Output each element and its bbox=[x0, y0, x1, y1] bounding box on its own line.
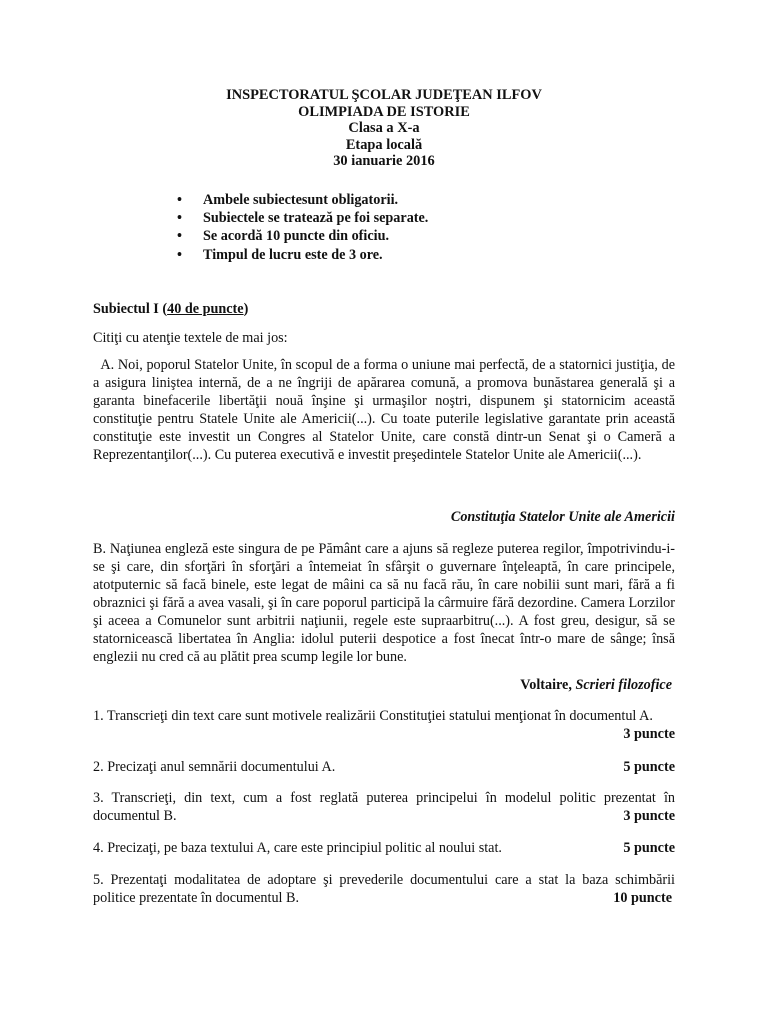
subject-instruction: Citiţi cu atenţie textele de mai jos: bbox=[93, 330, 288, 346]
question-text: 3. Transcrieţi, din text, cum a fost reglată puterea principelui în modelul politic prezentat în documentul B. bbox=[93, 790, 675, 824]
subject-points: 40 de puncte bbox=[167, 301, 244, 317]
question-5 bbox=[93, 871, 675, 907]
subject-title bbox=[93, 300, 675, 318]
rules-list bbox=[177, 191, 597, 264]
document-header bbox=[0, 87, 768, 170]
question-points: 10 puncte bbox=[613, 890, 672, 906]
rule-item: • Se acordă 10 puncte din oficiu. bbox=[177, 227, 597, 245]
question-1 bbox=[93, 707, 675, 743]
rule-item: • Timpul de lucru este de 3 ore. bbox=[177, 246, 597, 264]
question-3 bbox=[93, 789, 675, 825]
question-points: 3 puncte bbox=[623, 808, 675, 824]
subject-title-suffix: ) bbox=[243, 301, 249, 317]
header-date: 30 ianuarie 2016 bbox=[333, 153, 435, 169]
question-text: 2. Precizaţi anul semnării documentului A. bbox=[93, 759, 336, 775]
text-a bbox=[93, 356, 679, 464]
subject-title-prefix: Subiectul I ( bbox=[93, 301, 168, 317]
text-b-work: Scrieri filozofice bbox=[575, 677, 672, 693]
rule-item: • Ambele subiectesunt obligatorii. bbox=[177, 191, 597, 209]
question-points: 5 puncte bbox=[623, 840, 675, 856]
text-a-body: A. Noi, poporul Statelor Unite, în scopul de a forma o uniune mai perfectă, de a statornici justiţia, de a asigura liniştea internă, de a ne îngriji de apărarea comună, a promova bunăstarea generală şi a garanta binefacerile libertăţii nouă înşine şi urmaşilor noştri, dispunem şi statornicim această constituţie pentru Statele Unite ale Americii(...). Cu toate puterile legislative garantate prin această constituţie este investit un Congres al Statelor Unite, care constă dintr-un Senat şi o Cameră a Reprezentanţilor(...). Cu puterea executivă e investit preşedintele Statelor Unite ale Americii(...). bbox=[93, 357, 679, 463]
text-b-attribution bbox=[93, 676, 675, 694]
question-text: 4. Precizaţi, pe baza textului A, care este principiul politic al noului stat. bbox=[93, 840, 502, 856]
header-olympiad: OLIMPIADA DE ISTORIE bbox=[298, 103, 470, 120]
text-b-body: B. Naţiunea engleză este singura de pe Pământ care a ajuns să regleze puterea regilor, împotrivindu-i-se şi care, din sforţări în sforţări a întemeiat în sfârşit o guvernare înţeleaptă, în care principele, atotputernic să facă binele, este legat de mâini ca să nu facă rău, în care nobilii sunt mari, fără a fi obraznici şi fără a avea vasali, şi în care poporul participă la cârmuire fără dezordine. Camera Lorzilor şi aceea a Comunelor sunt arbitrii naţiunii, regele este supraarbitru(...). A fost greu, desigur, să se statornicească libertatea în Anglia: idolul puterii despotice a fost înecat într-o mare de sânge; însă englezii nu cred că au plătit prea scump legile lor bune. bbox=[93, 541, 675, 665]
text-b-source bbox=[520, 676, 672, 694]
header-stage: Etapa locală bbox=[345, 136, 423, 153]
question-2 bbox=[93, 758, 675, 776]
question-points: 5 puncte bbox=[623, 759, 675, 775]
rule-item: • Subiectele se tratează pe foi separate. bbox=[177, 209, 597, 227]
header-inspectorate: INSPECTORATUL ŞCOLAR JUDEŢEAN ILFOV bbox=[226, 87, 542, 103]
question-text: 5. Prezentaţi modalitatea de adoptare şi prevederile documentului care a stat la baza schimbării politice prezentate în documentul B. bbox=[93, 872, 675, 906]
question-4 bbox=[93, 839, 675, 857]
text-a-source: Constituţia Statelor Unite ale Americii bbox=[450, 509, 675, 525]
question-points: 3 puncte bbox=[623, 726, 675, 742]
text-b bbox=[93, 540, 675, 666]
header-grade: Clasa a X-a bbox=[348, 120, 420, 136]
text-b-author: Voltaire, bbox=[520, 677, 576, 693]
question-text: 1. Transcrieţi din text care sunt motivele realizării Constituţiei statului menţionat în documentul A. bbox=[93, 708, 653, 724]
